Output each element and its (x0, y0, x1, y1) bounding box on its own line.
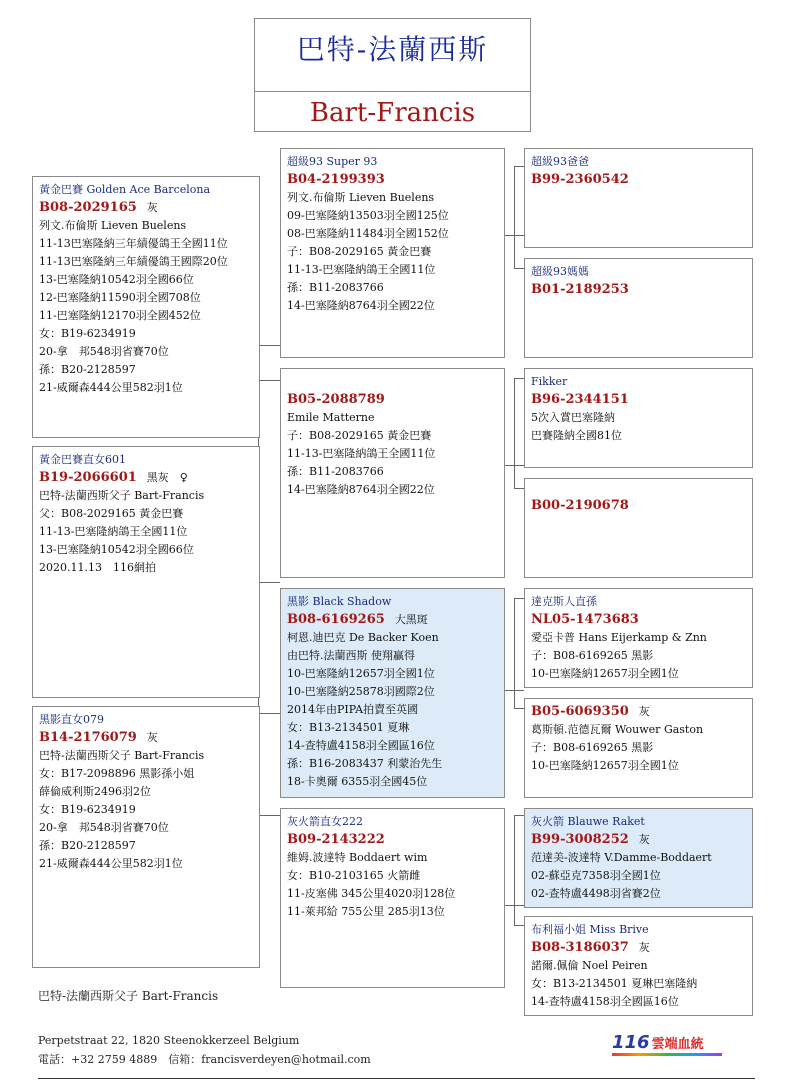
sire-ring: B08-2029165 灰 (39, 200, 158, 215)
detail-line: 子：B08-2029165 黃金巴賽 (287, 429, 432, 442)
logo-underline (612, 1053, 722, 1056)
detail-line: 2014年由PIPA拍賣至英國 (287, 703, 419, 716)
dds-box (524, 808, 753, 908)
subject-details (39, 487, 253, 577)
detail-line: 葛斯頓.范德瓦爾 Wouwer Gaston (531, 723, 704, 736)
dds-ring: B99-3008252 灰 (531, 832, 650, 847)
connector (514, 166, 515, 268)
detail-line: 02-查特盧4498羽省賽2位 (531, 887, 661, 900)
detail-line: 巴特-法蘭西斯父子 Bart-Francis (39, 749, 205, 762)
detail-line: 14-巴塞隆納8764羽全國22位 (287, 299, 435, 312)
dss-title: 達克斯人直孫 (531, 595, 597, 608)
dd-title: 灰火箭直女222 (287, 815, 363, 828)
detail-line: 柯恩.迪巴克 De Backer Koen (287, 631, 439, 644)
detail-line: 父：B08-2029165 黃金巴賽 (39, 507, 184, 520)
detail-line: 08-巴塞隆納11484羽全國152位 (287, 227, 449, 240)
detail-line: 女：B10-2103165 火箭雌 (287, 869, 421, 882)
detail-line: 11-萊邦給 755公里 285羽13位 (287, 905, 445, 918)
dds-title: 灰火箭 Blauwe Raket (531, 815, 645, 828)
sss-title: 超級93爸爸 (531, 155, 589, 168)
detail-line: 女：B17-2098896 黑影孫小姐 (39, 767, 195, 780)
detail-line: 孫：B11-2083766 (287, 281, 384, 294)
connector (514, 166, 524, 167)
owner-address: Perpetstraat 22, 1820 Steenokkerzeel Belgium (38, 1034, 300, 1047)
detail-line: 孫：B16-2083437 利蒙治先生 (287, 757, 443, 770)
detail-line: 11-13-巴塞隆納鴿王全國11位 (39, 525, 188, 538)
detail-line: 巴賽隆納全國81位 (531, 429, 622, 442)
detail-line: 女：B13-2134501 夏琳巴塞隆納 (531, 977, 698, 990)
detail-line: 11-13-巴塞隆納鴿王全國11位 (287, 263, 436, 276)
connector (514, 268, 524, 269)
subject-ring: B19-2066601 黑灰 ♀ (39, 470, 188, 485)
sd-ring: B05-2088789 (287, 392, 385, 407)
dsd-box (524, 698, 753, 798)
detail-line: 21-威爾森444公里582羽1位 (39, 381, 183, 394)
detail-line: 10-巴塞隆納12657羽全國1位 (531, 759, 679, 772)
detail-line: 11-13巴塞隆納三年績優鴿王全國11位 (39, 237, 228, 250)
ss-ring: B04-2199393 (287, 172, 385, 187)
detail-line: 女：B19-6234919 (39, 327, 136, 340)
connector (258, 815, 280, 816)
title-chinese: 巴特-法蘭西斯 (296, 33, 489, 66)
sire-box (32, 176, 260, 438)
connector (258, 713, 280, 714)
sds-title: Fikker (531, 375, 568, 388)
dd-ring: B09-2143222 (287, 832, 385, 847)
dsd-ring: B05-6069350 灰 (531, 704, 650, 719)
detail-line: 范達美-波達特 V.Damme-Boddaert (531, 851, 712, 864)
sds-box (524, 368, 753, 468)
detail-line: 女：B19-6234919 (39, 803, 136, 816)
detail-line: 10-巴塞隆納25878羽國際2位 (287, 685, 435, 698)
detail-line: 孫：B11-2083766 (287, 465, 384, 478)
ss-title: 超級93 Super 93 (287, 155, 378, 168)
detail-line: 列文.布倫斯 Lieven Buelens (39, 219, 187, 232)
detail-line: 維姆.波達特 Boddaert wim (287, 851, 428, 864)
title-box (254, 18, 531, 132)
detail-line: 10-巴塞隆納12657羽全國1位 (287, 667, 435, 680)
footer-rule (38, 1078, 755, 1079)
dam-ring: B14-2176079 灰 (39, 730, 158, 745)
detail-line: 11-皮塞佛 345公里4020羽128位 (287, 887, 456, 900)
connector (514, 815, 524, 816)
ddd-ring: B08-3186037 灰 (531, 940, 650, 955)
detail-line: 女：B13-2134501 夏琳 (287, 721, 410, 734)
detail-line: 薛倫威利斯2496羽2位 (39, 785, 151, 798)
sire-dam-box (280, 368, 505, 578)
detail-line: 巴特-法蘭西斯父子 Bart-Francis (39, 489, 205, 502)
sd-title (287, 373, 498, 391)
detail-line: 02-蘇亞克7358羽全國1位 (531, 869, 661, 882)
sire-title: 黃金巴賽 Golden Ace Barcelona (39, 183, 211, 196)
subject-title: 黃金巴賽直女601 (39, 453, 126, 466)
connector (514, 925, 524, 926)
ds-ring: B08-6169265 大黑斑 (287, 612, 428, 627)
owner-contact: 電話：+32 2759 4889 信箱：francisverdeyen@hotmail.com (38, 1053, 371, 1066)
detail-line: 14-巴塞隆納8764羽全國22位 (287, 483, 435, 496)
title-divider (255, 91, 530, 92)
detail-line: 20-拿 邦548羽省賽70位 (39, 821, 169, 834)
sds-ring: B96-2344151 (531, 392, 629, 407)
detail-line: 14-查特盧4158羽全國區16位 (287, 739, 435, 752)
detail-line: 5次入賞巴塞隆納 (531, 411, 615, 424)
connector (514, 378, 515, 488)
connector (258, 582, 280, 583)
detail-line: Emile Matterne (287, 411, 375, 424)
detail-line: 列文.布倫斯 Lieven Buelens (287, 191, 435, 204)
dam-sire-box (280, 588, 505, 798)
detail-line: 14-查特盧4158羽全國區16位 (531, 995, 679, 1008)
ds-title: 黑影 Black Shadow (287, 595, 392, 608)
detail-line: 11-巴塞隆納12170羽全國452位 (39, 309, 201, 322)
sire-details (39, 217, 253, 397)
sss-box (524, 148, 753, 248)
detail-line: 21-威爾森444公里582羽1位 (39, 857, 183, 870)
detail-line: 13-巴塞隆納10542羽全國66位 (39, 273, 194, 286)
dam-box (32, 706, 260, 968)
detail-line: 11-13巴塞隆納三年績優鴿王國際20位 (39, 255, 228, 268)
detail-line: 09-巴塞隆納13503羽全國125位 (287, 209, 449, 222)
connector (258, 345, 280, 346)
detail-line: 孫：B20-2128597 (39, 363, 136, 376)
sire-sire-box (280, 148, 505, 358)
detail-line: 諾爾.佩倫 Noel Peiren (531, 959, 648, 972)
connector (514, 488, 524, 489)
detail-line: 由巴特.法蘭西斯 使翔贏得 (287, 649, 415, 662)
sdd-box (524, 478, 753, 578)
connector (514, 598, 524, 599)
connector (514, 708, 524, 709)
detail-line: 2020.11.13 116網拍 (39, 561, 156, 574)
ddd-box (524, 916, 753, 1016)
detail-line: 子：B08-2029165 黃金巴賽 (287, 245, 432, 258)
connector (514, 378, 524, 379)
detail-line: 18-卡奧爾 6355羽全國45位 (287, 775, 428, 788)
ssd-ring: B01-2189253 (531, 282, 629, 297)
brand-logo (612, 1032, 722, 1056)
owner-name: 巴特-法蘭西斯父子 Bart-Francis (38, 989, 219, 1003)
connector (514, 815, 515, 925)
subject-box (32, 446, 260, 698)
ssd-box (524, 258, 753, 358)
dam-dam-box (280, 808, 505, 988)
ddd-title: 布利福小姐 Miss Brive (531, 923, 649, 936)
title-english: Bart-Francis (309, 98, 476, 128)
dss-box (524, 588, 753, 688)
detail-line: 孫：B20-2128597 (39, 839, 136, 852)
connector (514, 598, 515, 708)
connector (258, 380, 280, 381)
detail-line: 子：B08-6169265 黑影 (531, 649, 654, 662)
ssd-title: 超級93媽媽 (531, 265, 589, 278)
sdd-ring: B00-2190678 (531, 498, 629, 513)
detail-line: 10-巴塞隆納12657羽全國1位 (531, 667, 679, 680)
detail-line: 12-巴塞隆納11590羽全國708位 (39, 291, 201, 304)
dam-details (39, 747, 253, 873)
detail-line: 愛亞卡普 Hans Eijerkamp & Znn (531, 631, 707, 644)
detail-line: 子：B08-6169265 黑影 (531, 741, 654, 754)
sss-ring: B99-2360542 (531, 172, 629, 187)
dss-ring: NL05-1473683 (531, 612, 639, 627)
logo-number: 116 (612, 1032, 650, 1053)
detail-line: 11-13-巴塞隆納鴿王全國11位 (287, 447, 436, 460)
detail-line: 20-拿 邦548羽省賽70位 (39, 345, 169, 358)
logo-text: 雲端血統 (651, 1037, 704, 1052)
detail-line: 13-巴塞隆納10542羽全國66位 (39, 543, 194, 556)
dam-title: 黑影直女079 (39, 713, 104, 726)
